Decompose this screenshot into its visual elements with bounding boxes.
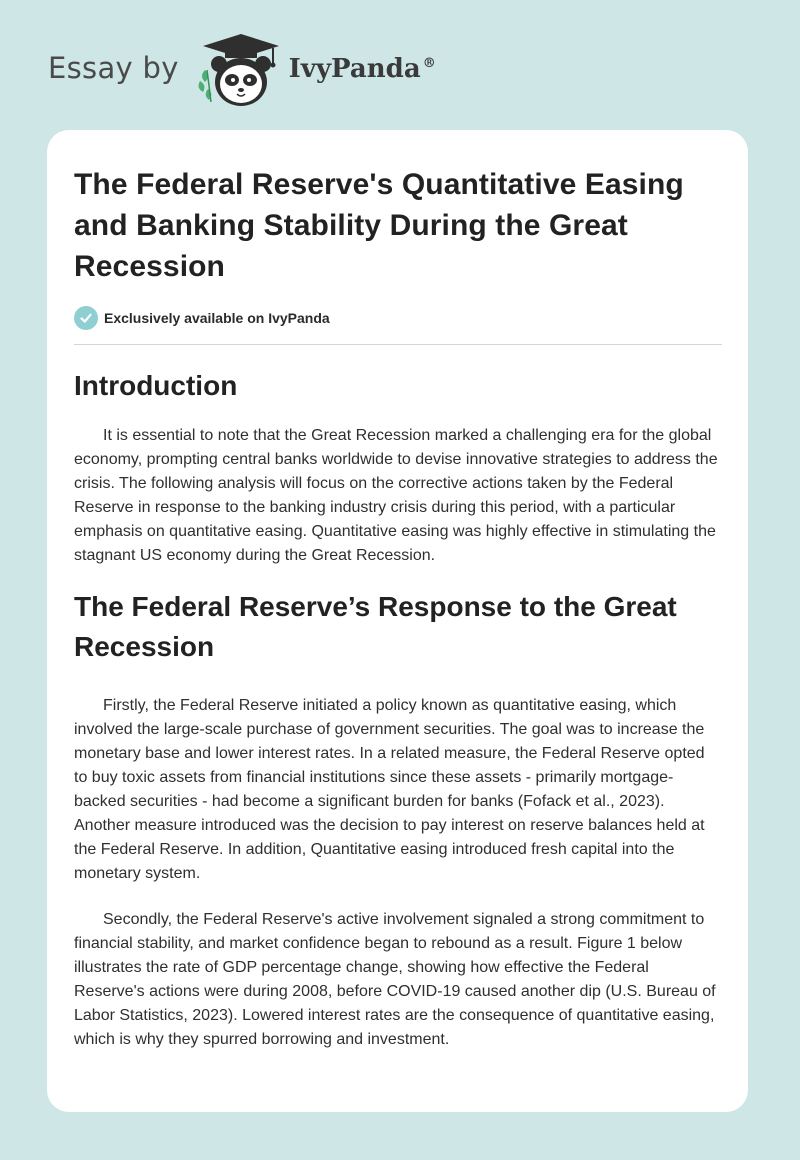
section-heading: Introduction	[74, 370, 238, 401]
check-circle-icon	[74, 306, 98, 330]
section-introduction	[74, 366, 722, 568]
section-federal-reserve-response	[74, 587, 722, 1052]
title-divider	[74, 344, 722, 345]
article-title: The Federal Reserve's Quantitative Easing and Banking Stability During the Great Recession	[74, 168, 684, 283]
article-card	[47, 130, 748, 1112]
panda-logo-icon	[195, 30, 287, 110]
brand-prefix: Essay by	[48, 51, 179, 85]
site-brand[interactable]	[48, 30, 508, 110]
paragraph: It is essential to note that the Great Recession marked a challenging era for the global economy, prompting central banks worldwide to devise innovative strategies to address the crisis. The following analysis will focus on the corrective actions taken by the Federal Reserve in response to the banking industry crisis during this period, with a particular emphasis on quantitative easing. Quantitative easing was highly effective in stimulating the stagnant US economy during the Great Recession.	[74, 427, 718, 564]
brand-name: IvyPanda ®	[288, 54, 436, 84]
section-heading: The Federal Reserve’s Response to the Great Recession	[74, 591, 677, 662]
registered-mark: ®	[422, 56, 436, 72]
availability-badge-label: Exclusively available on IvyPanda	[104, 310, 330, 326]
availability-badge	[74, 306, 722, 330]
paragraph: Firstly, the Federal Reserve initiated a policy known as quantitative easing, which involved the large-scale purchase of government securities. The goal was to increase the monetary base and lower interest rates. In a related measure, the Federal Reserve opted to buy toxic assets from financial institutions since these assets - primarily mortgage-backed securities - had become a significant burden for banks (Fofack et al., 2023). Another measure introduced was the decision to pay interest on reserve balances held at the Federal Reserve. In addition, Quantitative easing introduced fresh capital into the monetary system.	[74, 697, 705, 882]
paragraph: Secondly, the Federal Reserve's active involvement signaled a strong commitment to financial stability, and market confidence began to rebound as a result. Figure 1 below illustrates the rate of GDP percentage change, showing how effective the Federal Reserve's actions were during 2008, before COVID-19 caused another dip (U.S. Bureau of Labor Statistics, 2023). Lowered interest rates are the consequence of quantitative easing, which is why they spurred borrowing and investment.	[74, 911, 716, 1048]
